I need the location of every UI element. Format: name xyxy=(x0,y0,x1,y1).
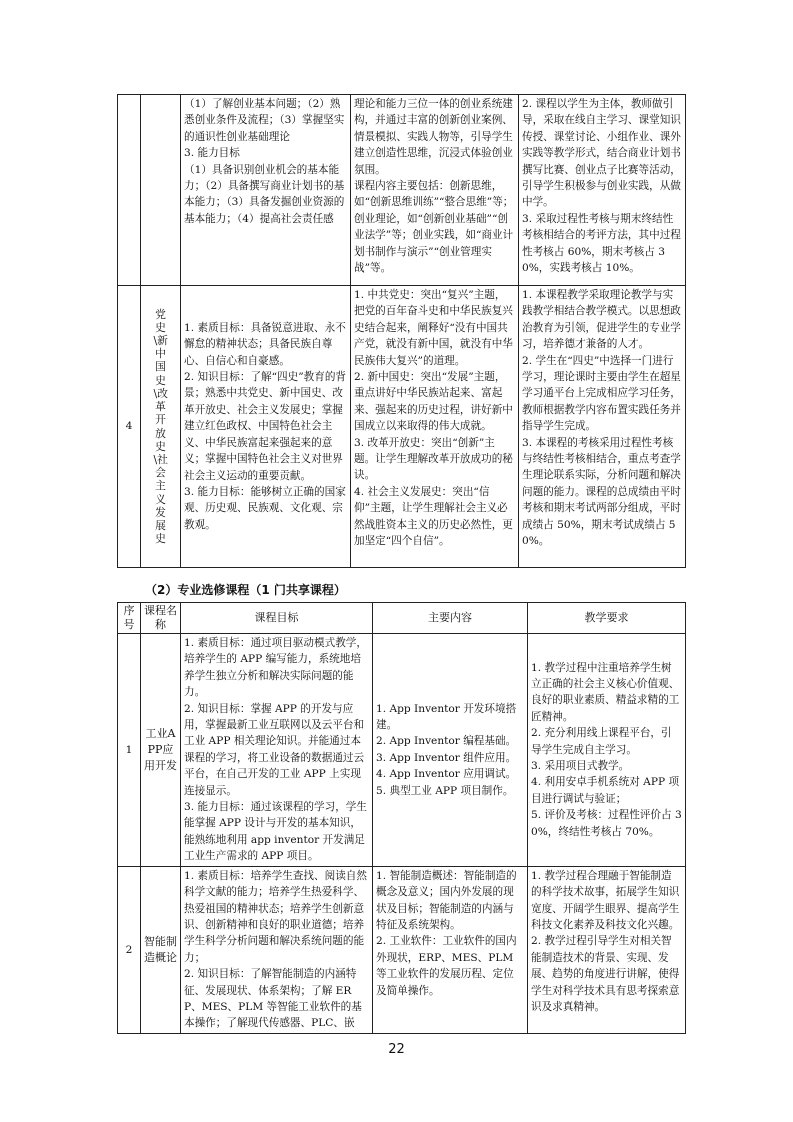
goal-line: 2. 知识目标：了解“四史”教育的背景；熟悉中共党史、新中国史、改革开放史、社会主义发展史；掌握建立红色政权、中国特色社会主义、中华民族富起来强起来的意义；掌握中国特色社会主义对世界社会主义运动的重要贡献。 xyxy=(184,371,347,482)
content-line: 1. 智能制造概述：智能制造的概念及意义；国内外发展的现状及目标；智能制造的内涵与特征及系统架构。 xyxy=(376,869,517,931)
table-row xyxy=(118,95,686,286)
goal-line: 2. 知识目标：掌握 APP 的开发与应用，掌握最新工业互联网以及云平台和工业 APP 相关理论知识。并能通过本课程的学习，将工业设备的数据通过云平台，在自己开发的工业 APP 上实现连接显示。 xyxy=(184,702,365,797)
requirement-line: 4. 利用安卓手机系统对 APP 项目进行调试与验证； xyxy=(531,776,680,805)
requirement-line: 3. 本课程的考核采用过程性考核与终结性考核相结合，重点考查学生理论联系实际，分析问题和解决问题的能力。课程的总成绩由平时考核和期末考试两部分组成，平时成绩占 50%，期末考试成绩占 50%。 xyxy=(522,436,681,548)
content-line: 2. App Inventor 编程基础。 xyxy=(376,735,517,748)
table-row xyxy=(118,866,686,1033)
header-goals: 课程目标 xyxy=(181,603,373,634)
header-content: 主要内容 xyxy=(373,603,528,634)
course-content xyxy=(373,634,528,867)
content-line: 3. App Inventor 组件应用。 xyxy=(376,751,517,764)
table-row xyxy=(118,634,686,867)
page-number: 22 xyxy=(388,1042,405,1057)
content-line: 3. 改革开放史：突出“创新”主题。让学生理解改革开放成功的秘诀。 xyxy=(354,436,513,482)
course-name-text: 工业APP应用开发 xyxy=(144,726,177,772)
course-name-text: 党史\新中国史\改革开放史\社会主义发展史 xyxy=(153,307,168,546)
teaching-requirements xyxy=(528,634,686,867)
teaching-requirements xyxy=(519,286,686,568)
goal-line: 3. 能力目标：通过该课程的学习，学生能掌握 APP 设计与开发的基本知识，能熟练地利用 app inventor 开发满足工业生产需求的 APP 项目。 xyxy=(184,801,367,863)
requirement-line: 3. 采用项目式教学。 xyxy=(531,760,630,773)
course-content xyxy=(351,286,519,568)
course-goals xyxy=(181,634,373,867)
table-row xyxy=(118,286,686,568)
course-name xyxy=(141,866,181,1033)
requirement-line: 2. 学生在“四史”中选择一门进行学习，理论课时主要由学生在超星学习通平台上完成相应学习任务，教师根据教学内容布置实践任务并指导学生完成。 xyxy=(522,354,681,433)
content-line: 2. 工业软件：工业软件的国内外现状，ERP、MES、PLM 等工业软件的发展历程、定位及简单操作。 xyxy=(376,935,517,997)
course-content xyxy=(351,95,519,286)
content-line: 2. 新中国史：突出“发展”主题，重点讲好中华民族站起来、富起来、强起来的历史过程，讲好新中国成立以来取得的伟大成就。 xyxy=(354,371,513,433)
course-name xyxy=(141,286,181,568)
goal-line: 1. 素质目标：通过项目驱动模式教学，培养学生的 APP 编写能力，系统地培养学生独立分析和解决实际问题的能力。 xyxy=(184,637,367,699)
course-goals xyxy=(181,866,373,1033)
course-name-text: 智能制造概论 xyxy=(144,934,177,964)
content-line: 课程内容主要包括：创新思维，如“创新思维训练”“整合思维”等；创业理论，如“创新创业基础”“创业法学”等；创业实践，如“商业计划书制作与演示”“创业管理实战”等。 xyxy=(354,180,514,275)
row-number: 1 xyxy=(118,634,141,867)
content-line: 4. 社会主义发展史：突出“信仰”主题，让学生理解社会主义必然战胜资本主义的历史必然性，更加坚定“四个自信”。 xyxy=(354,485,513,548)
requirement-line: 2. 教学过程引导学生对相关智能制造技术的背景、实现、发展、趋势的角度进行讲解，使得学生对科学技术具有思考探索意识及求真精神。 xyxy=(531,935,680,1013)
row-number: 4 xyxy=(118,286,141,568)
header-num: 序号 xyxy=(118,603,141,634)
row-number: 2 xyxy=(118,866,141,1033)
goal-line: 3. 能力目标 xyxy=(184,147,240,160)
content-line: 5. 典型工业 APP 项目制作。 xyxy=(376,784,514,797)
requirement-line: 2. 课程以学生为主体，教师做引导，采取在线自主学习、课堂知识传授、课堂讨论、小组作业、课外实践等教学形式，结合商业计划书撰写比赛、创业点子比赛等活动，引导学生积极参与创业实践，从做中学。 xyxy=(522,98,681,209)
course-table-continued xyxy=(117,94,686,568)
content-line: 1. 中共党史：突出“复兴”主题，把党的百年奋斗史和中华民族复兴史结合起来，阐释好“没有中国共产党，就没有新中国，就没有中华民族伟大复兴”的道理。 xyxy=(354,289,513,367)
goal-line: （1）具备识别创业机会的基本能力；（2）具备撰写商业计划书的基本能力；（3）具备发掘创业资源的基本能力；（4）提高社会责任感 xyxy=(184,163,345,225)
requirement-line: 3. 采取过程性考核与期末终结性考核相结合的考评方法，其中过程性考核占 60%，期末考核占 30%，实践考核占 10%。 xyxy=(522,212,681,275)
goal-line: （1）了解创业基本问题；（2）熟悉创业条件及流程；（3）掌握坚实的通识性创业基础理论 xyxy=(184,98,345,143)
requirement-line: 1. 教学过程合理融于智能制造的科学技术故事，拓展学生知识宽度、开阔学生眼界、提高学生科技文化素养及科技文化兴趣。 xyxy=(531,869,680,931)
requirement-line: 1. 教学过程中注重培养学生树立正确的社会主义核心价值观、良好的职业素质、精益求精的工匠精神。 xyxy=(531,661,680,723)
course-name xyxy=(141,634,181,867)
course-name xyxy=(141,95,181,286)
section-subtitle: （2）专业选修课程（1 门共享课程） xyxy=(145,583,346,597)
goal-line: 2. 知识目标：了解智能制造的内涵特征、发展现状、体系架构；了解 ERP、MES、PLM 等智能工业软件的基本操作；了解现代传感器、PLC、嵌 xyxy=(184,968,362,1030)
teaching-requirements xyxy=(528,866,686,1033)
course-content xyxy=(373,866,528,1033)
elective-course-table xyxy=(117,602,686,1034)
row-number xyxy=(118,95,141,286)
requirement-line: 5. 评价及考核：过程性评价占 30%，终结性考核占 70%。 xyxy=(531,809,682,838)
table-header-row xyxy=(118,603,686,634)
content-line: 4. App Inventor 应用调试。 xyxy=(376,768,517,781)
requirement-line: 2. 充分利用线上课程平台，引导学生完成自主学习。 xyxy=(531,727,672,756)
content-line: 理论和能力三位一体的创业系统建构，并通过丰富的创新创业案例、情景模拟、实践人物等，引导学生建立创造性思维，沉浸式体验创业氛围。 xyxy=(354,98,513,176)
requirement-line: 1. 本课程教学采取理论教学与实践教学相结合教学模式。以思想政治教育为引领，促进学生的专业学习，培养德才兼备的人才。 xyxy=(522,289,681,351)
header-requirements: 教学要求 xyxy=(528,603,686,634)
teaching-requirements xyxy=(519,95,686,286)
course-goals xyxy=(181,95,351,286)
content-line: 1. App Inventor 开发环境搭建。 xyxy=(376,702,517,732)
goal-line: 3. 能力目标：能够树立正确的国家观、历史观、民族观、文化观、宗教观。 xyxy=(184,485,346,531)
goal-line: 1. 素质目标：具备锐意进取、永不懈怠的精神状态；具备民族自尊心、自信心和自豪感。 xyxy=(184,321,346,367)
header-name: 课程名称 xyxy=(141,603,181,634)
goal-line: 1. 素质目标：培养学生查找、阅读自然科学文献的能力；培养学生热爱科学、热爱祖国的精神状态；培养学生创新意识、创新精神和良好的职业道德；培养学生科学分析问题和解决系统问题的能力； xyxy=(184,869,367,964)
course-goals xyxy=(181,286,351,568)
